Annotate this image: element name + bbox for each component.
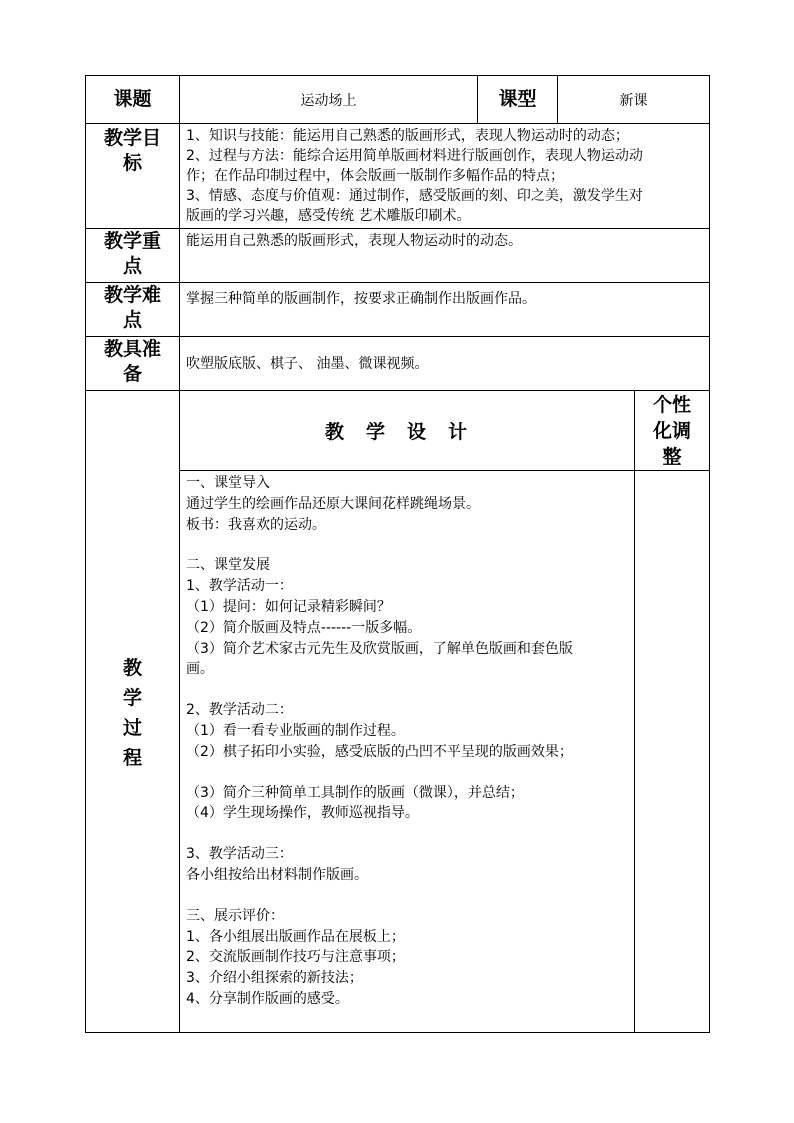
- process-line: [186, 680, 630, 700]
- process-line: （3）简介三种简单工具制作的版画（微课），并总结；: [186, 784, 524, 801]
- process-line: 1、各小组展出版画作品在展板上；: [186, 928, 405, 945]
- goals-line-4: 3、情感、态度与价值观：通过制作，感受版画的刻、印之美，激发学生对: [186, 188, 643, 204]
- process-line: [186, 535, 630, 555]
- adjust-heading-line-2: 化调: [652, 419, 691, 442]
- goals-label: [86, 124, 180, 229]
- difficulties-row: [86, 283, 710, 337]
- process-line: 2、教学活动二：: [186, 702, 293, 719]
- process-label-char-1: 教: [122, 657, 142, 679]
- goals-label-line-1: 教学目: [103, 127, 161, 149]
- process-line: 一、课堂导入: [186, 475, 270, 491]
- adjust-heading: [635, 391, 710, 471]
- header-row: [86, 76, 710, 124]
- materials-label-line-2: 备: [122, 363, 142, 385]
- process-line: 板书：我喜欢的运动。: [186, 516, 326, 533]
- goals-line-3: 作；在作品印制过程中，体会版画一版制作多幅作品的特点；: [186, 168, 564, 184]
- process-line: 三、展示评价：: [186, 907, 284, 924]
- type-label: 课型: [478, 76, 558, 124]
- process-label-char-3: 过: [122, 717, 142, 739]
- process-line: （1）看一看专业版画的制作过程。: [186, 722, 405, 739]
- process-line: 3、教学活动三：: [186, 846, 293, 863]
- process-line: 2、交流版画制作技巧与注意事项；: [186, 949, 405, 966]
- process-line: [186, 763, 630, 783]
- key-points-label-line-2: 点: [122, 255, 142, 277]
- goals-line-5: 版画的学习兴趣，感受传统 艺术雕版印刷术。: [186, 208, 471, 224]
- process-line: （1）提问：如何记录精彩瞬间？: [186, 598, 391, 615]
- key-points-row: [86, 229, 710, 283]
- process-row: [86, 471, 710, 1033]
- type-value: 新课: [558, 76, 710, 124]
- process-label-char-4: 程: [122, 747, 142, 769]
- key-points-label: [86, 229, 180, 283]
- goals-label-line-2: 标: [122, 152, 142, 174]
- difficulties-label-line-2: 点: [122, 309, 142, 331]
- process-line: [186, 886, 630, 906]
- lesson-plan-table: [85, 75, 710, 1033]
- key-points-text: 能运用自己熟悉的版画形式，表现人物运动时的动态。: [180, 229, 710, 283]
- process-label: [86, 391, 180, 1033]
- process-line: 通过学生的绘画作品还原大课间花样跳绳场景。: [186, 495, 480, 512]
- topic-value: 运动场上: [180, 76, 478, 124]
- process-line: [186, 824, 630, 844]
- adjust-column: [635, 471, 710, 1033]
- difficulties-text: 掌握三种简单的版画制作，按要求正确制作出版画作品。: [180, 283, 710, 337]
- topic-label: 课题: [86, 76, 180, 124]
- adjust-heading-line-3: 整: [662, 445, 682, 468]
- process-line: （2）棋子拓印小实验，感受底版的凸凹不平呈现的版画效果；: [186, 743, 573, 760]
- goals-content: [180, 124, 710, 229]
- design-title: 教学设计: [180, 391, 635, 471]
- process-line: 4、分享制作版画的感受。: [186, 990, 349, 1007]
- process-line: 1、教学活动一：: [186, 578, 293, 595]
- process-content: [180, 471, 635, 1033]
- goals-row: [86, 124, 710, 229]
- difficulties-label: [86, 283, 180, 337]
- materials-text: 吹塑版底版、棋子、 油墨、微课视频。: [180, 337, 710, 391]
- lesson-plan-sheet: [85, 75, 709, 1033]
- goals-line-2: 2、过程与方法：能综合运用简单版画材料进行版画创作，表现人物运动动: [186, 148, 643, 164]
- goals-line-1: 1、知识与技能：能运用自己熟悉的版画形式，表现人物运动时的动态；: [186, 128, 629, 144]
- process-line: （4）学生现场操作，教师巡视指导。: [186, 805, 419, 822]
- key-points-label-line-1: 教学重: [103, 230, 161, 252]
- process-line: （2）简介版画及特点------一版多幅。: [186, 619, 422, 636]
- process-line: 3、介绍小组探索的新技法；: [186, 970, 363, 987]
- process-label-char-2: 学: [122, 687, 142, 709]
- adjust-heading-line-1: 个性: [652, 393, 691, 416]
- process-line: 各小组按给出材料制作版画。: [186, 866, 368, 883]
- process-line: 画。: [186, 661, 214, 678]
- materials-label: [86, 337, 180, 391]
- design-heading-row: [86, 391, 710, 471]
- difficulties-label-line-1: 教学难: [103, 284, 161, 306]
- process-line: 二、课堂发展: [186, 557, 270, 574]
- materials-row: [86, 337, 710, 391]
- process-line: （3）简介艺术家古元先生及欣赏版画，了解单色版画和套色版: [186, 640, 573, 657]
- materials-label-line-1: 教具准: [103, 338, 161, 360]
